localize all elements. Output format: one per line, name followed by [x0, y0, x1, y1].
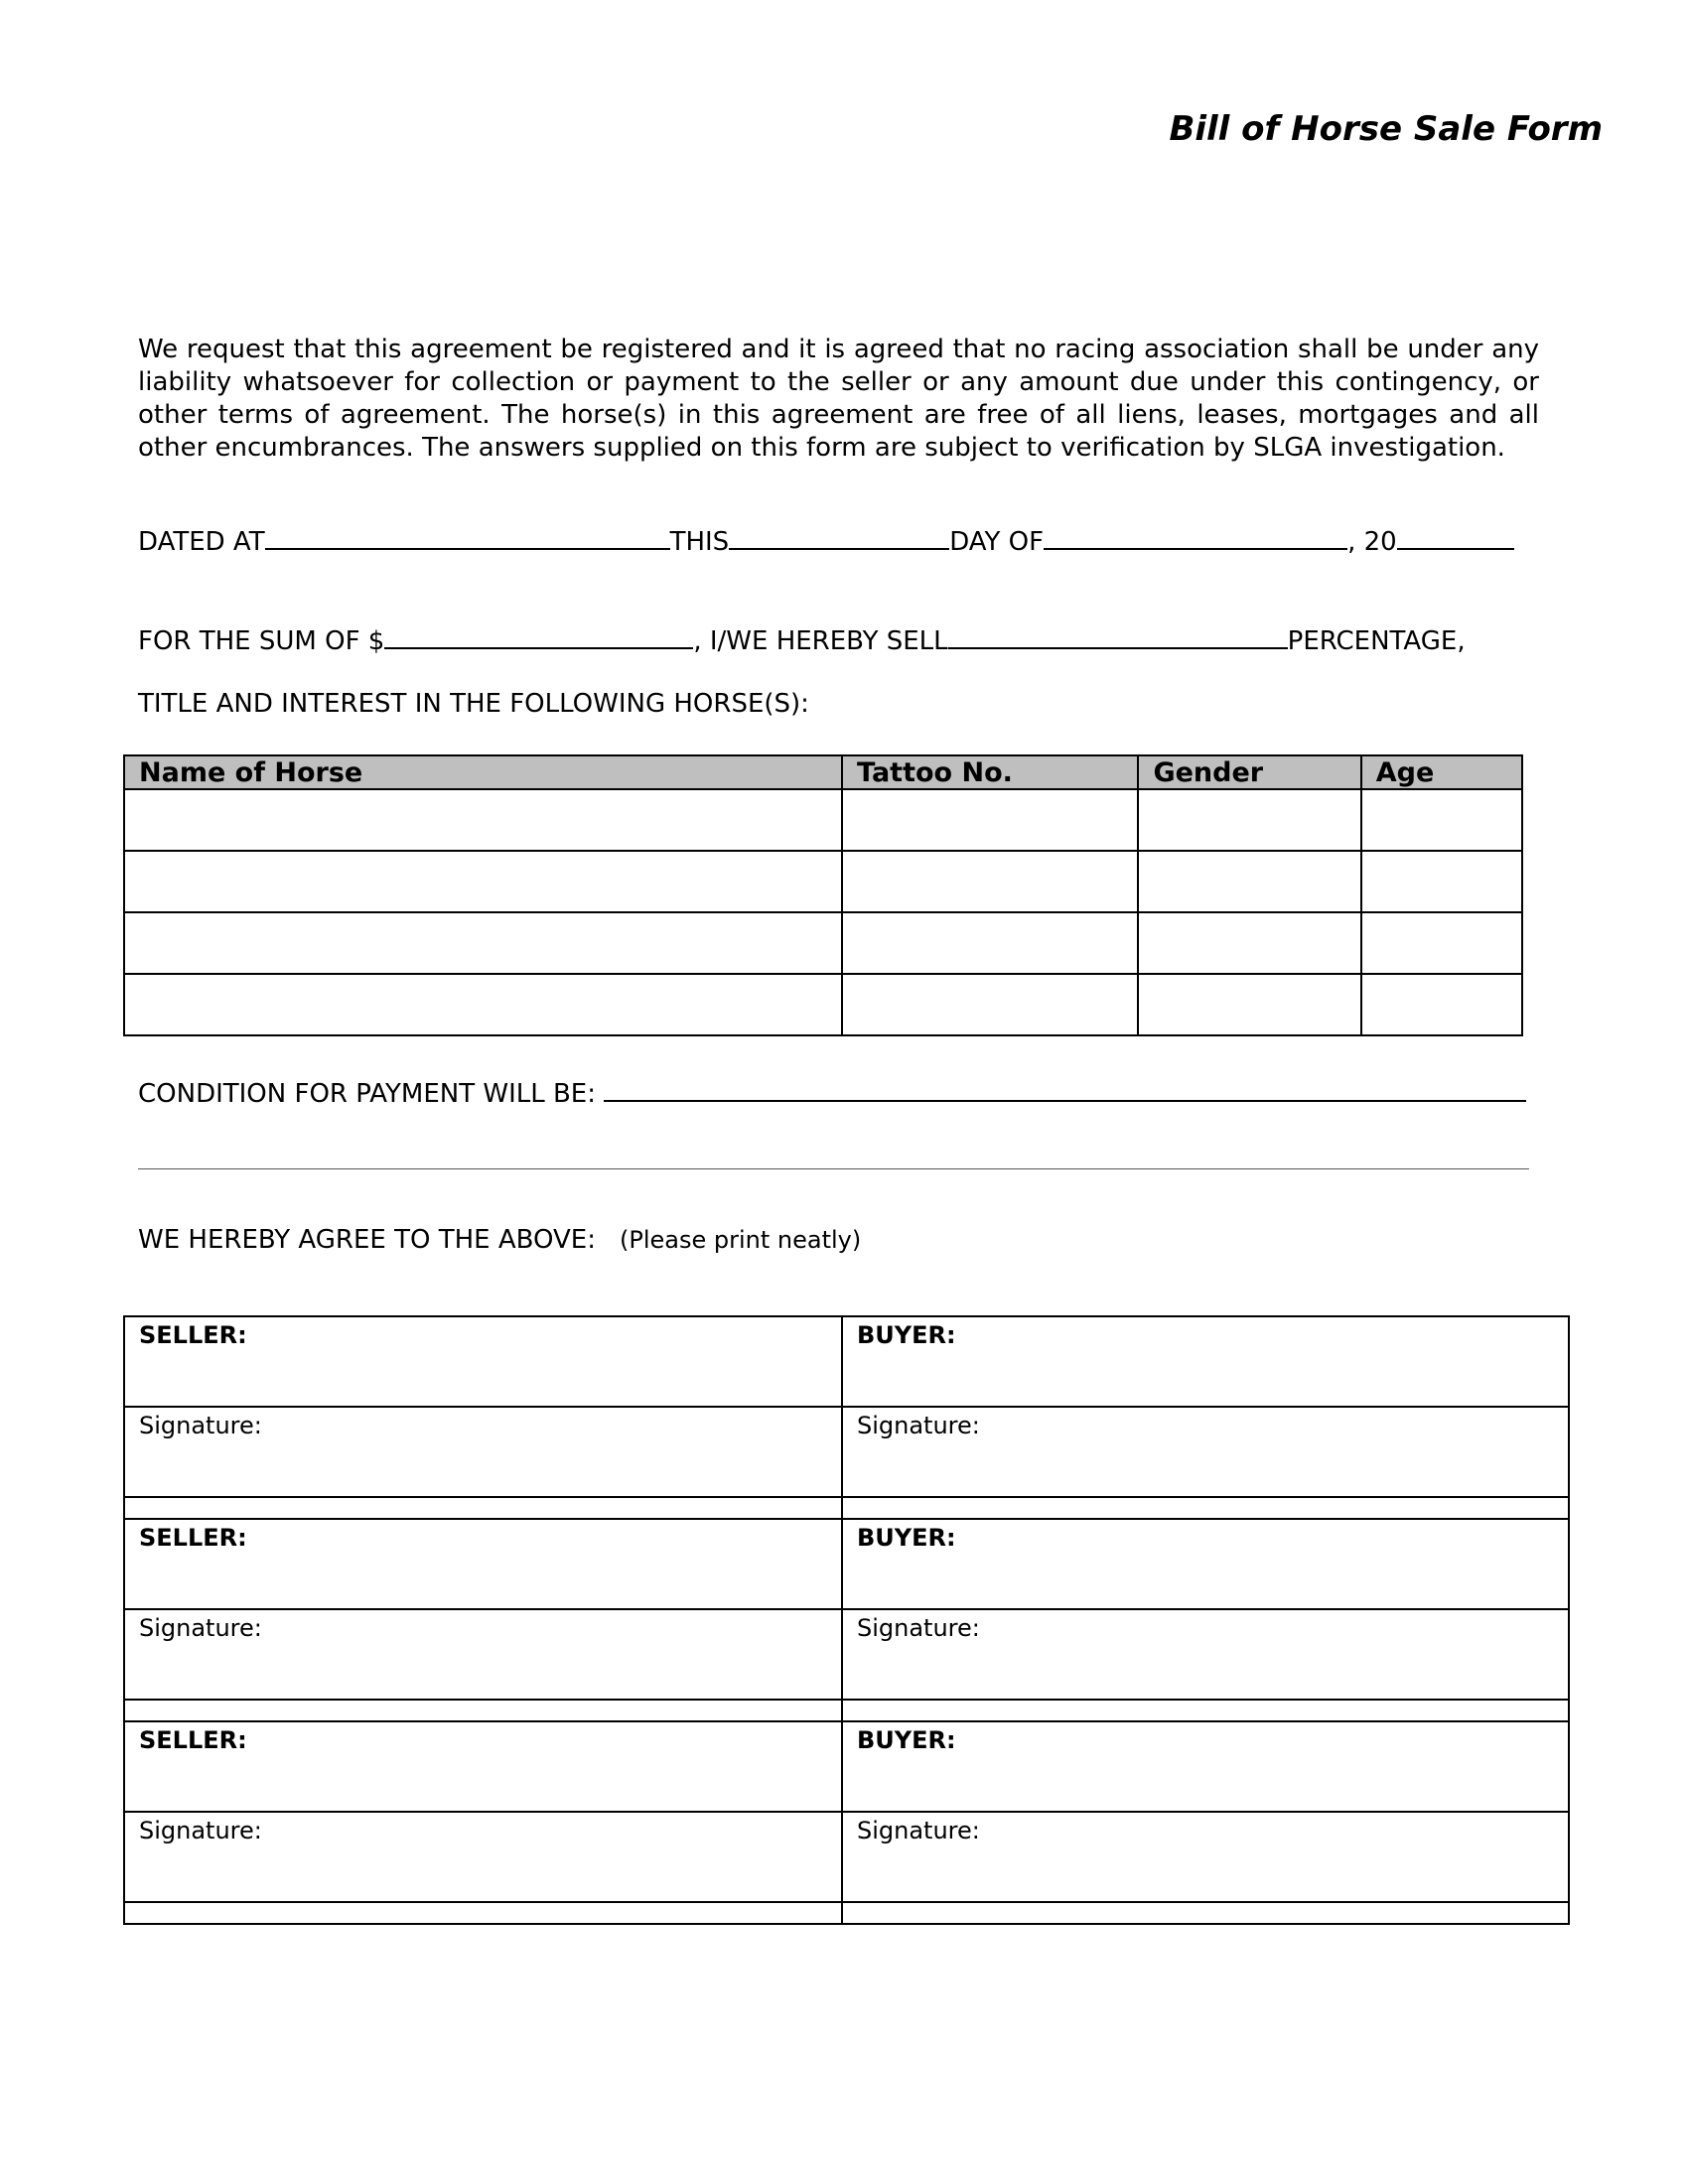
- header-age: Age: [1361, 755, 1522, 789]
- age-cell[interactable]: [1361, 789, 1522, 851]
- gender-cell[interactable]: [1138, 974, 1360, 1035]
- title-interest-label: TITLE AND INTEREST IN THE FOLLOWING HORSE(S):: [138, 689, 809, 719]
- header-gender: Gender: [1138, 755, 1360, 789]
- agree-note: (Please print neatly): [619, 1226, 862, 1254]
- signature-row: [124, 1812, 1569, 1902]
- signature-label: Signature:: [857, 1817, 980, 1844]
- gender-cell[interactable]: [1138, 912, 1360, 974]
- seller-label: SELLER:: [139, 1524, 247, 1552]
- buyer-label: BUYER:: [857, 1524, 956, 1552]
- buyer-cell[interactable]: [842, 1316, 1569, 1407]
- header-name-of-horse: Name of Horse: [124, 755, 842, 789]
- tattoo-cell[interactable]: [842, 912, 1138, 974]
- spacer-row: [124, 1497, 1569, 1519]
- buyer-signature-cell[interactable]: [842, 1812, 1569, 1902]
- percentage-field[interactable]: [948, 623, 1288, 649]
- signature-label: Signature:: [139, 1817, 262, 1844]
- horse-table-header: [124, 755, 1522, 789]
- year-field[interactable]: [1397, 524, 1514, 550]
- spacer-row: [124, 1700, 1569, 1721]
- signature-row: [124, 1407, 1569, 1497]
- signature-label: Signature:: [139, 1614, 262, 1642]
- buyer-label: BUYER:: [857, 1726, 956, 1754]
- buyer-cell[interactable]: [842, 1721, 1569, 1812]
- seller-signature-cell[interactable]: [124, 1407, 842, 1497]
- dated-at-field[interactable]: [265, 524, 670, 550]
- horse-name-cell[interactable]: [124, 974, 842, 1035]
- agree-label: WE HEREBY AGREE TO THE ABOVE:: [138, 1225, 596, 1255]
- spacer-cell: [842, 1497, 1569, 1519]
- tattoo-cell[interactable]: [842, 974, 1138, 1035]
- month-field[interactable]: [1044, 524, 1347, 550]
- table-row: [124, 974, 1522, 1035]
- party-row: [124, 1519, 1569, 1609]
- party-row: [124, 1721, 1569, 1812]
- party-row: [124, 1316, 1569, 1407]
- sum-field[interactable]: [384, 623, 693, 649]
- seller-label: SELLER:: [139, 1726, 247, 1754]
- age-cell[interactable]: [1361, 974, 1522, 1035]
- year-label: , 20: [1347, 527, 1397, 557]
- this-label: THIS: [669, 527, 730, 557]
- dated-line: [138, 524, 1514, 557]
- spacer-row: [124, 1902, 1569, 1924]
- spacer-cell: [842, 1700, 1569, 1721]
- signature-label: Signature:: [857, 1614, 980, 1642]
- sell-label: , I/WE HEREBY SELL: [693, 626, 948, 656]
- agree-line: [138, 1225, 861, 1255]
- header-tattoo-no: Tattoo No.: [842, 755, 1138, 789]
- signature-label: Signature:: [857, 1412, 980, 1439]
- age-cell[interactable]: [1361, 851, 1522, 912]
- horse-name-cell[interactable]: [124, 912, 842, 974]
- condition-line: [138, 1076, 1526, 1109]
- condition-label: CONDITION FOR PAYMENT WILL BE:: [138, 1079, 596, 1109]
- horse-name-cell[interactable]: [124, 789, 842, 851]
- age-cell[interactable]: [1361, 912, 1522, 974]
- signature-table: [123, 1315, 1570, 1925]
- horse-table: [123, 754, 1523, 1036]
- spacer-cell: [124, 1902, 842, 1924]
- seller-cell[interactable]: [124, 1519, 842, 1609]
- seller-signature-cell[interactable]: [124, 1609, 842, 1700]
- table-row: [124, 851, 1522, 912]
- gender-cell[interactable]: [1138, 851, 1360, 912]
- tattoo-cell[interactable]: [842, 851, 1138, 912]
- seller-cell[interactable]: [124, 1721, 842, 1812]
- form-title: Bill of Horse Sale Form: [1169, 109, 1603, 149]
- spacer-cell: [842, 1902, 1569, 1924]
- table-row: [124, 789, 1522, 851]
- seller-cell[interactable]: [124, 1316, 842, 1407]
- buyer-cell[interactable]: [842, 1519, 1569, 1609]
- horse-name-cell[interactable]: [124, 851, 842, 912]
- buyer-signature-cell[interactable]: [842, 1407, 1569, 1497]
- table-row: [124, 912, 1522, 974]
- condition-field[interactable]: [604, 1076, 1526, 1102]
- this-day-field[interactable]: [729, 524, 949, 550]
- spacer-cell: [124, 1700, 842, 1721]
- seller-signature-cell[interactable]: [124, 1812, 842, 1902]
- signature-row: [124, 1609, 1569, 1700]
- intro-paragraph: We request that this agreement be registered and it is agreed that no racing association shall be under any liability whatsoever for collection or payment to the seller or any amount due under this contingency, or other terms of agreement. The horse(s) in this agreement are free of all liens, leases, mortgages and all other encumbrances. The answers supplied on this form are subject to verification by SLGA investigation.: [138, 335, 1539, 463]
- tattoo-cell[interactable]: [842, 789, 1138, 851]
- buyer-signature-cell[interactable]: [842, 1609, 1569, 1700]
- for-sum-label: FOR THE SUM OF $: [138, 626, 385, 656]
- gender-cell[interactable]: [1138, 789, 1360, 851]
- day-of-label: DAY OF: [949, 527, 1045, 557]
- spacer-cell: [124, 1497, 842, 1519]
- percentage-label: PERCENTAGE,: [1287, 626, 1466, 656]
- seller-label: SELLER:: [139, 1321, 247, 1349]
- dated-at-label: DATED AT: [138, 527, 265, 557]
- signature-label: Signature:: [139, 1412, 262, 1439]
- buyer-label: BUYER:: [857, 1321, 956, 1349]
- sum-line: [138, 623, 1466, 656]
- condition-field-line-2[interactable]: [138, 1168, 1529, 1169]
